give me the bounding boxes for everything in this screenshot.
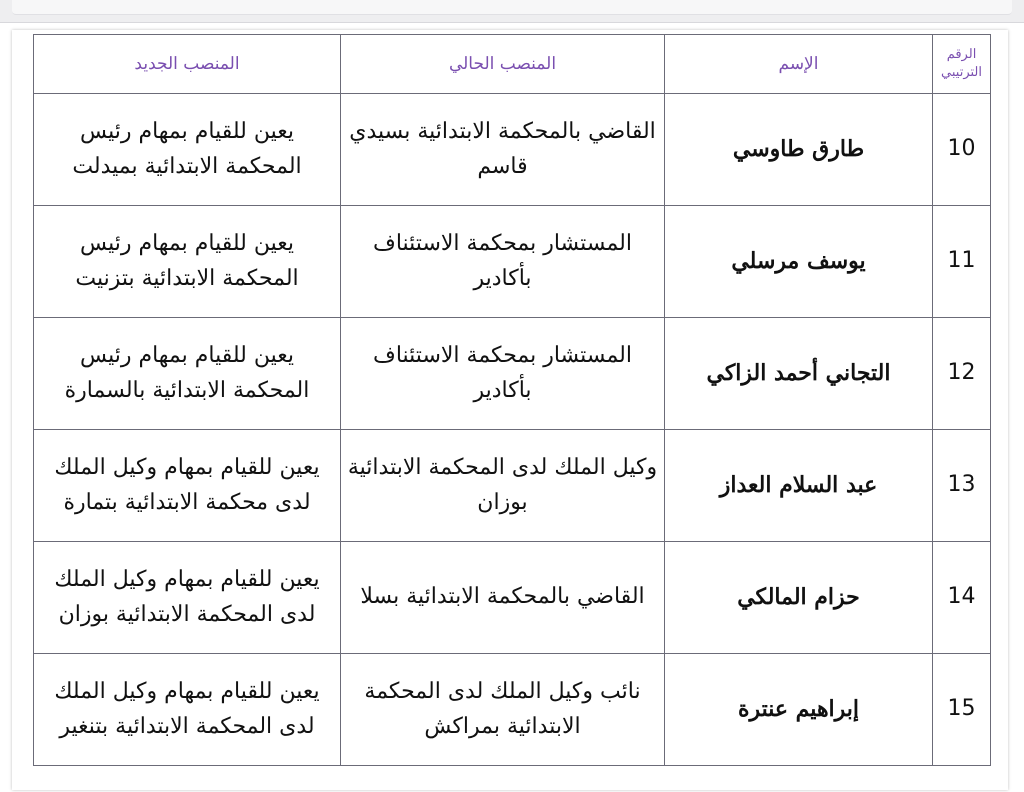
- row-name: يوسف مرسلي: [665, 206, 933, 318]
- row-new-position: يعين للقيام بمهام رئيس المحكمة الابتدائية بالسمارة: [34, 318, 341, 430]
- row-current-position: المستشار بمحكمة الاستئناف بأكادير: [341, 318, 665, 430]
- row-current-position: نائب وكيل الملك لدى المحكمة الابتدائية بمراكش: [341, 654, 665, 766]
- row-name: التجاني أحمد الزاكي: [665, 318, 933, 430]
- table-row: [34, 206, 991, 318]
- table-row: [34, 94, 991, 206]
- row-new-position: يعين للقيام بمهام وكيل الملك لدى المحكمة الابتدائية بتنغير: [34, 654, 341, 766]
- row-number: 15: [933, 654, 991, 766]
- row-number: 11: [933, 206, 991, 318]
- row-name: عبد السلام العداز: [665, 430, 933, 542]
- row-current-position: القاضي بالمحكمة الابتدائية بسيدي قاسم: [341, 94, 665, 206]
- table-row: [34, 430, 991, 542]
- row-number: 14: [933, 542, 991, 654]
- row-new-position: يعين للقيام بمهام رئيس المحكمة الابتدائية بتزنيت: [34, 206, 341, 318]
- previous-page-edge: [0, 0, 1024, 23]
- table-row: [34, 318, 991, 430]
- row-name: إبراهيم عنترة: [665, 654, 933, 766]
- row-new-position: يعين للقيام بمهام وكيل الملك لدى محكمة الابتدائية بتمارة: [34, 430, 341, 542]
- row-name: طارق طاوسي: [665, 94, 933, 206]
- row-current-position: وكيل الملك لدى المحكمة الابتدائية بوزان: [341, 430, 665, 542]
- header-serial-number: الرقم الترتيبي: [933, 35, 991, 94]
- row-new-position: يعين للقيام بمهام رئيس المحكمة الابتدائية بميدلت: [34, 94, 341, 206]
- previous-page-bottom: [12, 0, 1012, 15]
- row-number: 12: [933, 318, 991, 430]
- header-name: الإسم: [665, 35, 933, 94]
- appointments-table: [33, 34, 991, 766]
- row-number: 13: [933, 430, 991, 542]
- table-row: [34, 542, 991, 654]
- row-current-position: المستشار بمحكمة الاستئناف بأكادير: [341, 206, 665, 318]
- row-new-position: يعين للقيام بمهام وكيل الملك لدى المحكمة الابتدائية بوزان: [34, 542, 341, 654]
- row-current-position: القاضي بالمحكمة الابتدائية بسلا: [341, 542, 665, 654]
- header-new-position: المنصب الجديد: [34, 35, 341, 94]
- row-name: حزام المالكي: [665, 542, 933, 654]
- row-number: 10: [933, 94, 991, 206]
- header-current-position: المنصب الحالي: [341, 35, 665, 94]
- table-row: [34, 654, 991, 766]
- document-page: [12, 30, 1008, 790]
- table-header-row: [34, 35, 991, 94]
